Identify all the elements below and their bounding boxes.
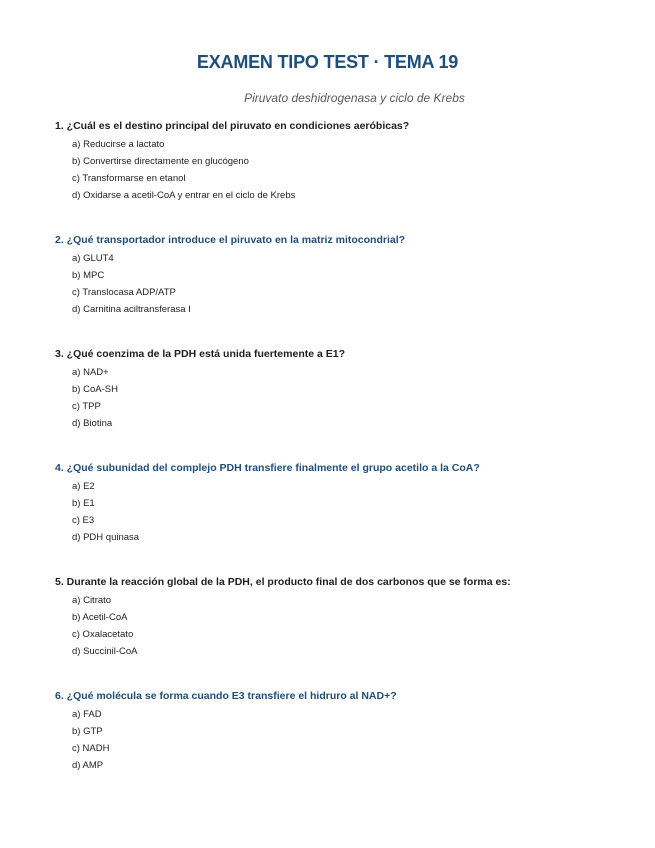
question-list xyxy=(55,119,635,803)
question-text: 5. Durante la reacción global de la PDH, el producto final de dos carbonos que se forma es: xyxy=(55,576,511,588)
question-4 xyxy=(55,461,635,575)
page-subtitle: Piruvato deshidrogenasa y ciclo de Krebs xyxy=(244,91,465,105)
option-b: b) E1 xyxy=(72,498,95,509)
question-2 xyxy=(55,233,635,347)
option-c: c) Transformarse en etanol xyxy=(72,173,186,184)
question-text: 1. ¿Cuál es el destino principal del piruvato en condiciones aeróbicas? xyxy=(55,120,410,132)
option-d: d) Carnitina aciltransferasa I xyxy=(72,304,191,315)
option-d: d) AMP xyxy=(72,760,104,771)
option-a: a) E2 xyxy=(72,481,95,492)
option-list xyxy=(55,364,635,432)
option-a: a) Citrato xyxy=(72,595,112,606)
option-d: d) Succinil-CoA xyxy=(72,646,138,657)
option-a: a) GLUT4 xyxy=(72,253,114,264)
option-list xyxy=(55,478,635,546)
option-d: d) Biotina xyxy=(72,418,113,429)
question-3 xyxy=(55,347,635,461)
option-c: c) E3 xyxy=(72,515,95,526)
question-6 xyxy=(55,689,635,803)
question-text: 3. ¿Qué coenzima de la PDH está unida fuertemente a E1? xyxy=(55,348,346,360)
option-a: a) Reducirse a lactato xyxy=(72,139,165,150)
question-text: 6. ¿Qué molécula se forma cuando E3 transfiere el hidruro al NAD+? xyxy=(55,690,397,702)
option-c: c) NADH xyxy=(72,743,110,754)
option-b: b) GTP xyxy=(72,726,103,737)
page-title: EXAMEN TIPO TEST · TEMA 19 xyxy=(196,52,459,72)
option-list xyxy=(55,592,635,660)
question-1 xyxy=(55,119,635,233)
question-text: 4. ¿Qué subunidad del complejo PDH transfiere finalmente el grupo acetilo a la CoA? xyxy=(55,462,480,474)
option-c: c) Translocasa ADP/ATP xyxy=(72,287,176,298)
option-b: b) Acetil-CoA xyxy=(72,612,128,623)
question-text: 2. ¿Qué transportador introduce el piruvato en la matriz mitocondrial? xyxy=(55,234,406,246)
option-c: c) TPP xyxy=(72,401,101,412)
option-list xyxy=(55,136,635,204)
option-b: b) CoA-SH xyxy=(72,384,118,395)
option-list xyxy=(55,250,635,318)
option-c: c) Oxalacetato xyxy=(72,629,134,640)
option-d: d) Oxidarse a acetil-CoA y entrar en el ciclo de Krebs xyxy=(72,190,296,201)
option-b: b) MPC xyxy=(72,270,105,281)
option-list xyxy=(55,706,635,774)
option-b: b) Convertirse directamente en glucógeno xyxy=(72,156,249,167)
option-a: a) FAD xyxy=(72,709,102,720)
option-d: d) PDH quinasa xyxy=(72,532,140,543)
question-5 xyxy=(55,575,635,689)
option-a: a) NAD+ xyxy=(72,367,109,378)
